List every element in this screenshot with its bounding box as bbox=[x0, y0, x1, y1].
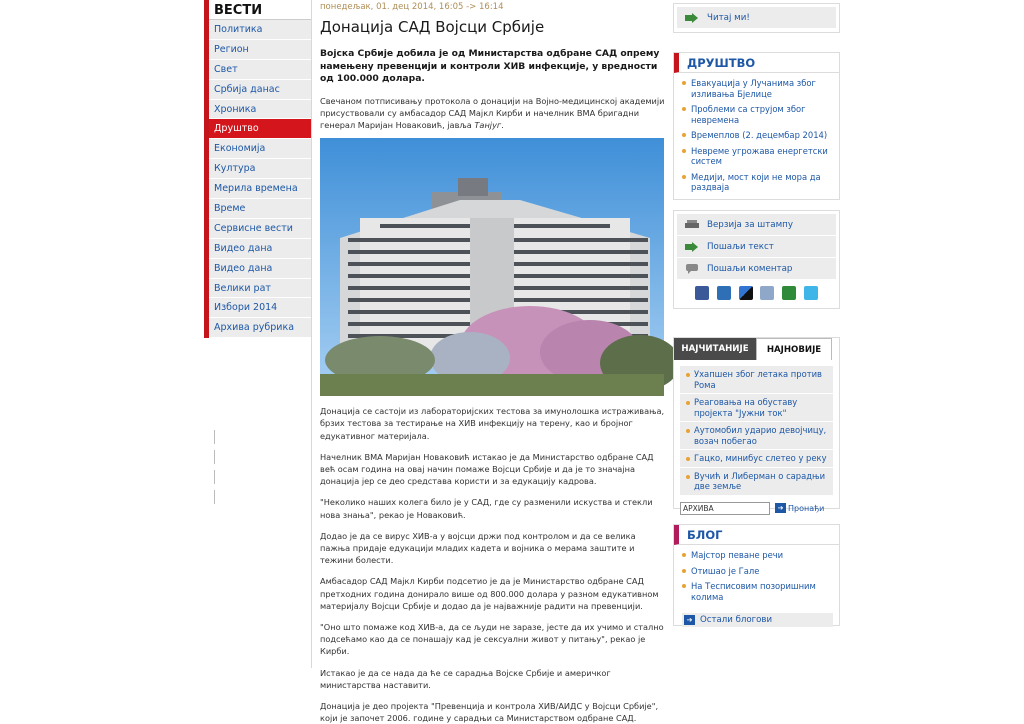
nav-section-title: ВЕСТИ bbox=[209, 0, 311, 20]
article-paragraph: Амбасадор САД Мајкл Кирби подсетио је да је Министарство одбране САД претходних година донирало више од 800.000 долара у разном едукативном материјалу Војсци Србије и додао да је најважније радити на превенцији. bbox=[320, 576, 659, 611]
nav-item[interactable]: Видео дана bbox=[209, 239, 311, 259]
article-date: понедељак, 01. дец 2014, 16:05 -> 16:14 bbox=[320, 2, 504, 12]
society-news-item[interactable]: Проблеми са струјом због невремена bbox=[682, 104, 833, 125]
article-paragraph: Свечаном потписивању протокола о донацији на Војно-медицинској академији присуствовали су амбасадор САД Мајкл Кирби и начелник ВМА бригадни генерал Маријан Новаковић, јавља Танјуг. bbox=[320, 95, 665, 130]
blog-header[interactable]: БЛОГ bbox=[674, 525, 839, 545]
print-version-label: Верзија за штампу bbox=[707, 219, 793, 230]
nav-item[interactable]: Архива рубрика bbox=[209, 318, 311, 338]
nav-item[interactable]: Култура bbox=[209, 159, 311, 179]
society-news-list bbox=[674, 73, 839, 202]
nav-item[interactable]: Избори 2014 bbox=[209, 298, 311, 318]
latest-news-item[interactable]: Ухапшен због летака против Рома bbox=[680, 366, 833, 393]
read-aloud-box bbox=[673, 3, 840, 33]
printer-icon bbox=[685, 220, 699, 230]
latest-news-list bbox=[674, 360, 839, 495]
article-paragraph: "Оно што помаже код ХИВ-а, да се људи не заразе, јесте да их учимо и стално подсећамо као да се понашају кад је сексуални живот у питању", рекао је Кирби. bbox=[320, 621, 664, 657]
send-comment-label: Пошаљи коментар bbox=[707, 263, 793, 274]
nav-item[interactable]: Регион bbox=[209, 40, 311, 60]
comment-icon bbox=[685, 264, 699, 274]
stumbleupon-icon[interactable] bbox=[782, 286, 796, 300]
article-paragraph: "Неколико наших колега било је у САД, где су разменили искуства и стекли нова знања", рекао је Новаковић. bbox=[320, 497, 653, 520]
latest-news-item[interactable]: Вучић и Либерман о сарадњи две земље bbox=[680, 468, 833, 495]
archive-search-button[interactable] bbox=[775, 503, 824, 513]
read-aloud-label: Читај ми! bbox=[707, 12, 750, 23]
nav-item[interactable]: Србија данас bbox=[209, 80, 311, 100]
more-blogs-link[interactable] bbox=[682, 613, 833, 627]
tools-box bbox=[673, 210, 840, 309]
nav-item[interactable]: Хроника bbox=[209, 100, 311, 120]
social-share-bar bbox=[677, 280, 836, 305]
twitter-icon[interactable] bbox=[804, 286, 818, 300]
article-title: Донација САД Војсци Србије bbox=[320, 18, 545, 36]
send-comment-link[interactable] bbox=[677, 258, 836, 280]
nav-decoration bbox=[214, 430, 220, 510]
left-navigation bbox=[204, 0, 312, 668]
news-tabs bbox=[674, 338, 839, 360]
nav-item[interactable]: Велики рат bbox=[209, 279, 311, 299]
send-text-label: Пошаљи текст bbox=[707, 241, 774, 252]
arrow-right-icon: ➔ bbox=[775, 503, 786, 513]
read-aloud-button[interactable] bbox=[677, 7, 836, 29]
myspace-icon[interactable] bbox=[717, 286, 731, 300]
nav-item[interactable]: Економија bbox=[209, 139, 311, 159]
article-paragraph: Донација се састоји из лабораторијских тестова за имунолошка истраживања, брзих тестова за тестирање на ХИВ инфекцију на терену, као и бројног едукативног материјала. bbox=[320, 406, 665, 441]
society-news-item[interactable]: Евакуација у Лучанима због изливања Бјелице bbox=[682, 78, 833, 99]
blog-list bbox=[674, 545, 839, 611]
article-paragraph: Додао је да се вирус ХИВ-а у војсци држи под контролом и да се велика пажња придаје едукацији младих кадета и војника о мерама заштите и тежини болести. bbox=[320, 530, 636, 566]
source-name: Танјуг bbox=[474, 119, 502, 130]
facebook-icon[interactable] bbox=[695, 286, 709, 300]
article-paragraph: Истакао је да се нада да ће се сарадња Војске Србије и америчког министарства наставити. bbox=[320, 667, 611, 690]
nav-item[interactable]: Време bbox=[209, 199, 311, 219]
society-header[interactable]: ДРУШТВО bbox=[674, 53, 839, 73]
society-news-item[interactable]: Медији, мост који не мора да раздваја bbox=[682, 172, 833, 193]
nav-item[interactable]: Сервисне вести bbox=[209, 219, 311, 239]
nav-item[interactable]: Друштво bbox=[209, 119, 311, 139]
article-lead: Војска Србије добила је од Министарства одбране САД опрему намењену превенцији и контроли ХИВ инфекције, у вредности од 100.000 долара. bbox=[320, 48, 660, 84]
latest-news-item[interactable]: Реаговања на обуставу пројекта "Јужни ток" bbox=[680, 394, 833, 421]
nav-item[interactable]: Политика bbox=[209, 20, 311, 40]
google-icon[interactable] bbox=[760, 286, 774, 300]
nav-item[interactable]: Мерила времена bbox=[209, 179, 311, 199]
article-photo[interactable] bbox=[320, 138, 664, 396]
blog-box bbox=[673, 524, 840, 626]
send-text-link[interactable] bbox=[677, 236, 836, 258]
latest-news-box bbox=[673, 337, 840, 513]
tab-most-read[interactable]: НАЈЧИТАНИЈЕ bbox=[674, 338, 756, 360]
speaker-arrow-icon bbox=[685, 13, 699, 23]
society-news-item[interactable]: Невреме угрожава енергетски систем bbox=[682, 146, 833, 167]
print-version-link[interactable] bbox=[677, 214, 836, 236]
archive-search bbox=[674, 496, 839, 521]
delicious-icon[interactable] bbox=[739, 286, 753, 300]
more-blogs-label: Остали блогови bbox=[700, 615, 773, 625]
society-box bbox=[673, 52, 840, 200]
article-paragraph: Донација је део пројекта "Превенција и контрола ХИВ/АИДС у Војсци Србије", који је започет 2006. године у сарадњи са Министарством одбране САД. bbox=[320, 700, 659, 724]
article bbox=[320, 0, 665, 724]
paragraph-text: Свечаном потписивању протокола о донацији на Војно-медицинској академији присуствовали су амбасадор САД Мајкл Кирби и начелник ВМА бригадни генерал Маријан Новаковић, јавља bbox=[320, 95, 665, 130]
society-news-item[interactable]: Времеплов (2. децембар 2014) bbox=[682, 130, 833, 141]
latest-news-item[interactable]: Аутомобил ударио девојчицу, возач побегао bbox=[680, 422, 833, 449]
blog-item[interactable]: На Тесписовим позоришним колима bbox=[682, 581, 833, 602]
nav-item[interactable]: Видео дана bbox=[209, 259, 311, 279]
blog-item[interactable]: Отишао је Гале bbox=[682, 566, 833, 577]
tab-latest[interactable]: НАЈНОВИЈЕ bbox=[756, 338, 832, 360]
archive-input[interactable] bbox=[680, 502, 770, 515]
article-body bbox=[320, 405, 665, 724]
nav-list bbox=[209, 20, 311, 338]
article-paragraph: Начелник ВМА Маријан Новаковић истакао је да Министарство одбране САД већ осам година на овај начин помаже Војсци Србије и да је то значајна донација јер се део средстава користи и за едукацију кадрова. bbox=[320, 451, 654, 487]
nav-item[interactable]: Свет bbox=[209, 60, 311, 80]
arrow-right-icon: ➔ bbox=[684, 615, 695, 625]
send-arrow-icon bbox=[685, 242, 699, 252]
latest-news-item[interactable]: Гацко, минибус слетео у реку bbox=[680, 450, 833, 467]
archive-search-label: Пронађи bbox=[788, 503, 825, 513]
blog-item[interactable]: Мајстор певане речи bbox=[682, 550, 833, 561]
